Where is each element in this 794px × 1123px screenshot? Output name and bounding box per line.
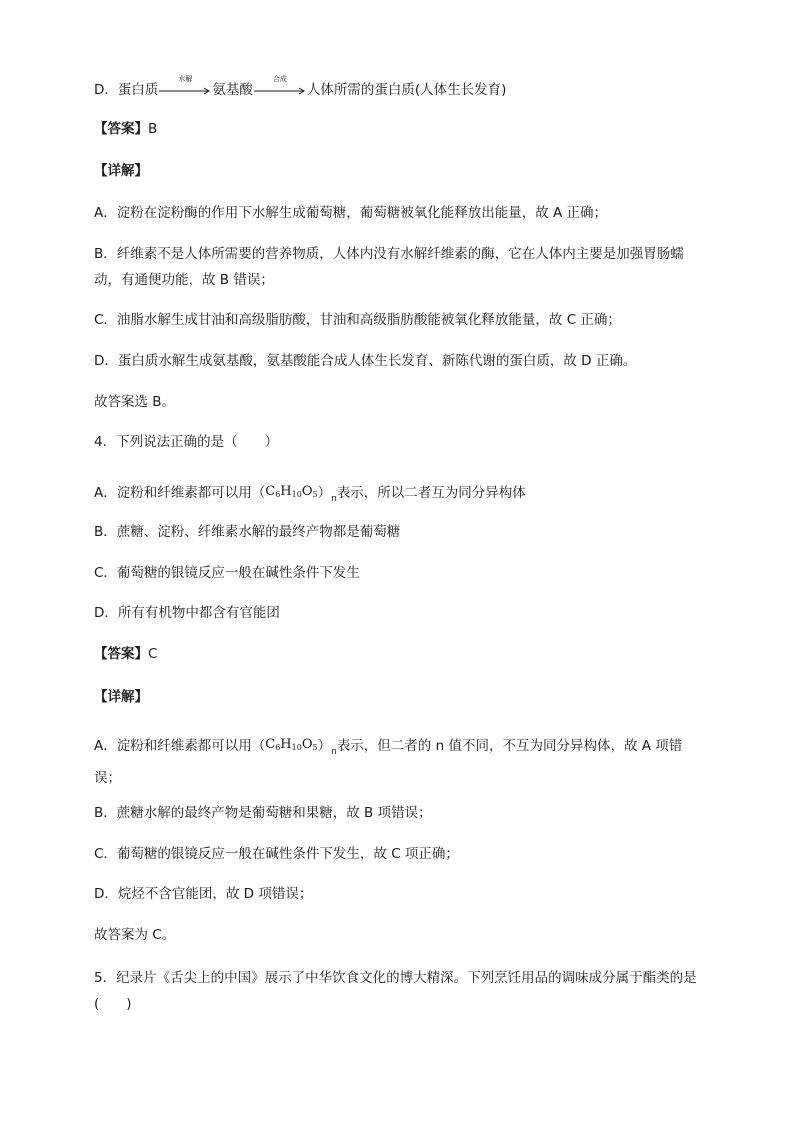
- q4-detail-a: A．淀粉和纤维素都可以用$(C_6H_{10}O_5)_n$表示，但二者的 n 值不同，不互为同分异构体，故 A 项错误；: [94, 732, 704, 791]
- q3-detail-b: B．纤维素不是人体所需要的营养物质，人体内没有水解纤维素的酶，它在人体内主要是加强胃肠蠕动，有通便功能，故 B 错误；: [94, 246, 684, 288]
- q4-option-b: B．蔗糖、淀粉、纤维素水解的最终产物都是葡萄糖: [94, 524, 401, 540]
- q3-option-d: [94, 75, 704, 101]
- q4-detail-c: C．葡萄糖的银镜反应一般在碱性条件下发生，故 C 项正确；: [94, 846, 459, 862]
- q3-detail-a: A．淀粉在淀粉酶的作用下水解生成葡萄糖，葡萄糖被氧化能释放出能量，故 A 正确；: [94, 205, 608, 221]
- q4-conclusion: 故答案为 C。: [94, 927, 176, 943]
- cellulose-formula: $C_6H_{10}O_5$: [265, 484, 318, 499]
- q4-option-a-suffix: 表示，所以二者互为同分异构体: [336, 485, 526, 501]
- q4-stem: 4．下列说法正确的是（ ）: [94, 434, 279, 450]
- right-arrow-icon: [159, 87, 211, 95]
- q4-answer: [94, 643, 704, 665]
- q3-conclusion: 故答案选 B。: [94, 394, 176, 410]
- q4-option-c: C．葡萄糖的银镜反应一般在碱性条件下发生: [94, 565, 360, 581]
- q3-option-d-suffix: 人体所需的蛋白质(人体生长发育): [306, 82, 507, 98]
- q4-option-a-prefix: A．淀粉和纤维素都可以用（: [94, 485, 266, 501]
- answer-tag: 【答案】: [94, 121, 148, 137]
- q3-detail-tag: [94, 160, 704, 182]
- right-arrow-icon: [254, 87, 306, 95]
- q4-detail-tag: [94, 686, 704, 708]
- q5-stem: 5．纪录片《舌尖上的中国》展示了中华饮食文化的博大精深。下列烹饪用品的调味成分属于酯类的是( ): [94, 970, 697, 1012]
- answer-value: C: [148, 646, 158, 662]
- answer-value: B: [148, 121, 158, 137]
- answer-tag: 【答案】: [94, 646, 148, 662]
- detail-tag: 【详解】: [94, 689, 148, 705]
- q3-detail-c: C．油脂水解生成甘油和高级脂肪酸，甘油和高级脂肪酸能被氧化释放能量，故 C 正确；: [94, 312, 621, 328]
- detail-tag: 【详解】: [94, 163, 148, 179]
- q4-detail-d: D．烷烃不含官能团，故 D 项错误；: [94, 886, 313, 902]
- hydrolysis-arrow: [159, 75, 211, 97]
- hydrolysis-arrow-label: 水解: [178, 75, 193, 83]
- q4-detail-b: B．蔗糖水解的最终产物是葡萄糖和果糖，故 B 项错误；: [94, 805, 432, 821]
- synthesis-arrow-label: 合成: [272, 75, 287, 83]
- q4-option-d: D．所有有机物中都含有官能团: [94, 605, 280, 621]
- q3-answer: [94, 118, 704, 140]
- q3-detail-d: D．蛋白质水解生成氨基酸，氨基酸能合成人体生长发育、新陈代谢的蛋白质，故 D 正确。: [94, 353, 637, 369]
- cellulose-formula: $C_6H_{10}O_5$: [265, 737, 318, 752]
- synthesis-arrow: [254, 75, 306, 97]
- q3-option-d-mid: 氨基酸: [212, 82, 253, 98]
- q3-option-d-prefix: D．蛋白质: [94, 82, 159, 98]
- q4-option-a: A．淀粉和纤维素都可以用$(C_6H_{10}O_5)_n$表示，所以二者互为同分异构体: [94, 481, 704, 510]
